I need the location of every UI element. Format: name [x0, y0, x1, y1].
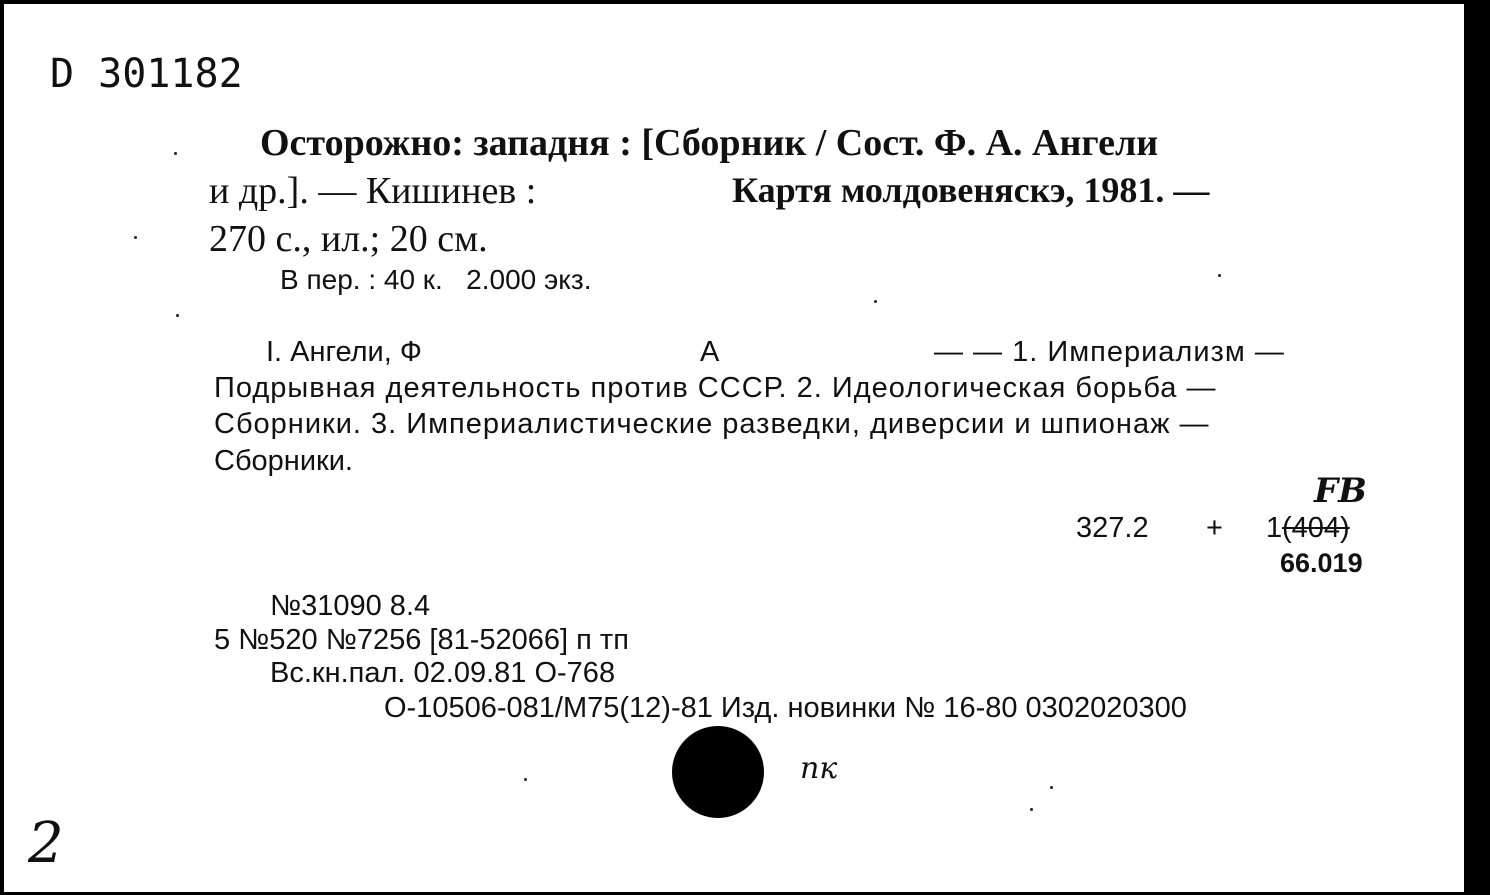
speck [874, 300, 877, 303]
catalog-card [4, 4, 1464, 892]
scan-edge [1470, 0, 1490, 895]
speck [176, 314, 179, 317]
speck [524, 778, 527, 781]
bbk-index: 66.019 [1280, 548, 1363, 578]
subjects-line-3: Сборники. 3. Империалистические разведки, диверсии и шпионаж — [214, 408, 1210, 440]
subjects-line-1c: — — 1. Империализм — [934, 336, 1285, 368]
handwritten-initials: пк [800, 751, 838, 786]
title-line-1: Осторожно: западня : [Сборник / Сост. Ф. А. Ангели [260, 122, 1159, 164]
card-id: D 301182 [50, 51, 243, 97]
subjects-line-1a: I. Ангели, Ф [266, 336, 422, 368]
corner-handwritten-number: 2 [28, 811, 64, 876]
title-line-2b: Картя молдовеняскэ, 1981. — [732, 170, 1210, 210]
speck [174, 152, 177, 155]
footer-line-2: 5 №520 №7256 [81-52066] п тп [214, 624, 629, 656]
title-line-3: 270 с., ил.; 20 см. [209, 218, 488, 260]
class-number: 1 [1266, 512, 1283, 544]
struck-number: (404) [1282, 512, 1350, 544]
footer-line-4: О-10506-081/М75(12)-81 Изд. новинки № 16-80 0302020300 [384, 692, 1187, 724]
handwritten-shelf-mark: FB [1314, 471, 1367, 511]
punch-hole [672, 726, 764, 818]
price-line: В пер. : 40 к. 2.000 экз. [280, 264, 592, 295]
speck [1030, 808, 1033, 811]
subjects-line-1b: А [700, 336, 720, 368]
udc-index: 327.2 [1076, 512, 1149, 544]
subjects-line-4: Сборники. [214, 445, 353, 477]
speck [1050, 786, 1053, 789]
footer-line-3: Вс.кн.пал. 02.09.81 О-768 [270, 657, 616, 689]
subjects-line-2: Подрывная деятельность против СССР. 2. Идеологическая борьба — [214, 372, 1217, 404]
speck [134, 236, 137, 239]
title-line-2a: и др.]. — Кишинев : [209, 170, 537, 212]
speck [1218, 274, 1221, 277]
plus-sign: + [1206, 512, 1223, 544]
footer-line-1: №31090 8.4 [270, 590, 431, 622]
